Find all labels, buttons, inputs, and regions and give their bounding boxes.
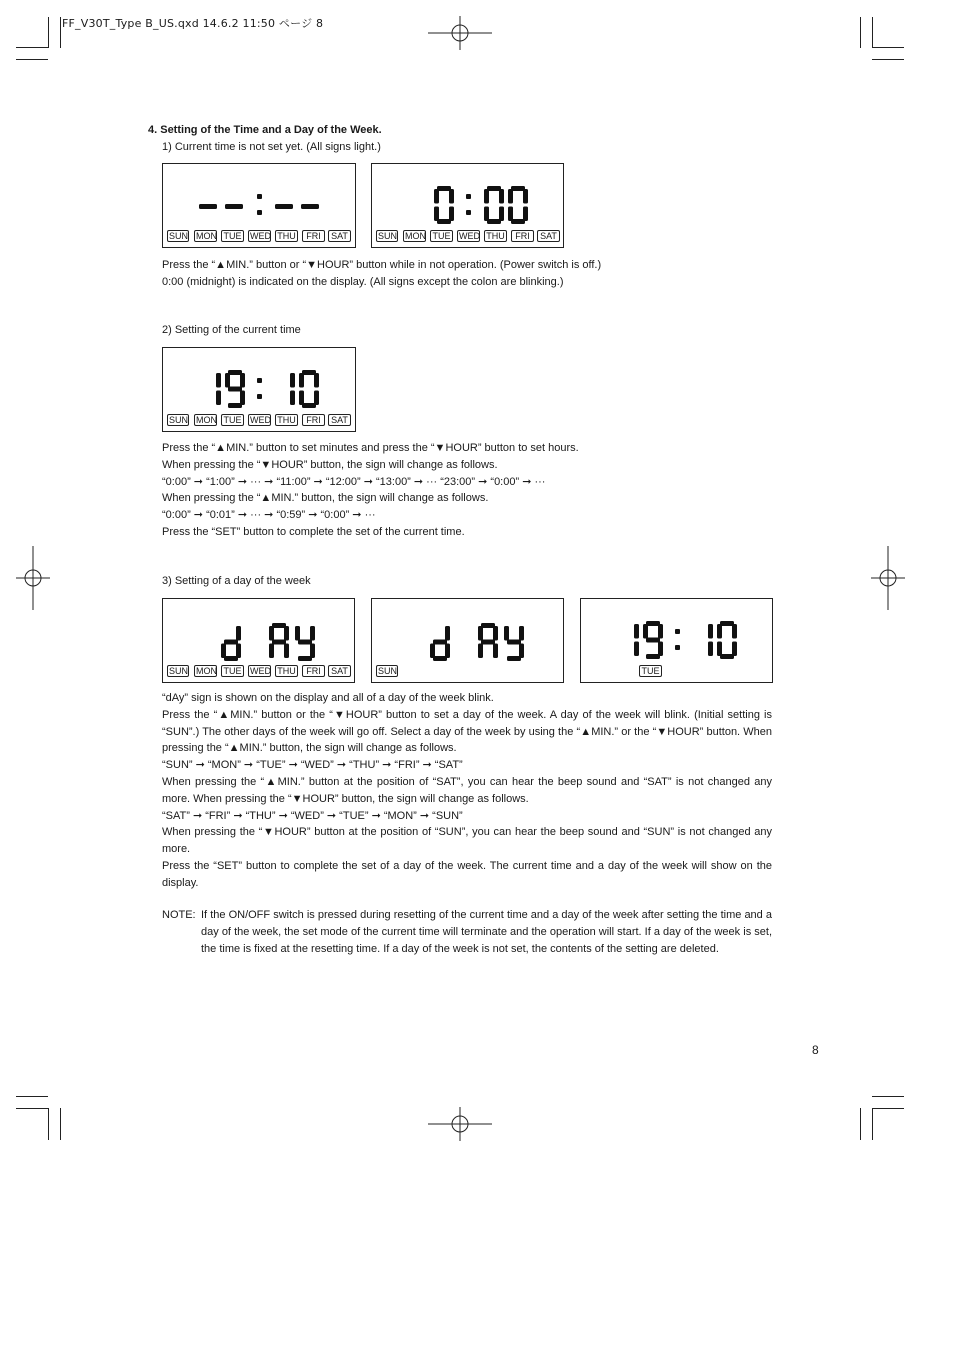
text-line: “0:00” ➞ “0:01” ➞ ··· ➞ “0:59” ➞ “0:00” ➞ ··· bbox=[162, 509, 376, 522]
lcd-segment bbox=[646, 654, 660, 659]
step-1-text bbox=[162, 257, 772, 291]
section-heading: 4. Setting of the Time and a Day of the Week. bbox=[148, 124, 382, 136]
lcd-segment bbox=[643, 624, 648, 639]
lcd-segment bbox=[493, 644, 498, 659]
lcd-segment bbox=[299, 391, 304, 406]
lcd-display-day-sun bbox=[371, 598, 564, 683]
lcd-segment bbox=[478, 626, 483, 641]
lcd-digits bbox=[163, 164, 357, 234]
lcd-segment bbox=[236, 644, 241, 659]
weekday-thu: THU bbox=[275, 414, 298, 426]
lcd-digits bbox=[163, 348, 357, 418]
text-line: When pressing the “▼HOUR” button, the sign will change as follows. bbox=[162, 458, 498, 471]
weekday-mon: MON bbox=[405, 231, 426, 241]
step-1-title: 1) Current time is not set yet. (All signs light.) bbox=[162, 141, 381, 153]
text-line: When pressing the “▲MIN.” button, the sign will change as follows. bbox=[162, 492, 489, 505]
crop-mark bbox=[872, 59, 904, 60]
lcd-segment bbox=[298, 656, 312, 661]
weekday-tue: TUE bbox=[221, 230, 244, 242]
lcd-segment bbox=[430, 644, 435, 659]
lcd-colon bbox=[675, 629, 680, 634]
lcd-segment bbox=[507, 656, 521, 661]
lcd-segment bbox=[449, 207, 454, 222]
lcd-segment bbox=[717, 624, 722, 639]
note-text: If the ON/OFF switch is pressed during resetting of the current time and a day of the week after setting the time and a day of the week, the set mode of the current time will terminate and the operation will start. If a day of the week is set, the time is fixed at the resetting time. If a day of the week is not set, the contents of the setting are deleted. bbox=[201, 909, 772, 955]
lcd-display-time-tue bbox=[580, 598, 773, 683]
weekday-sat: SAT bbox=[328, 230, 351, 242]
weekday-sat: SAT bbox=[328, 665, 351, 677]
weekday-tue: TUE bbox=[430, 230, 453, 242]
lcd-colon bbox=[675, 645, 680, 650]
lcd-segment bbox=[519, 644, 524, 659]
lcd-segment bbox=[634, 642, 639, 657]
text-line: “0:00” ➞ “1:00” ➞ ··· ➞ “11:00” ➞ “12:00” ➞ “13:00” ➞ ··· “23:00” ➞ “0:00” ➞ ··· bbox=[162, 475, 546, 488]
lcd-segment bbox=[717, 642, 722, 657]
lcd-segment bbox=[228, 403, 242, 408]
text-line: 0:00 (midnight) is indicated on the display. (All signs except the colon are blinking.) bbox=[162, 275, 564, 288]
text-paragraph: Press the “SET” button to complete the set of a day of the week. The current time and a day of the week will show on the display. bbox=[162, 859, 772, 889]
lcd-segment bbox=[658, 642, 663, 657]
weekday-fri: FRI bbox=[511, 230, 534, 242]
weekday-wed: WED bbox=[250, 231, 271, 241]
lcd-segment bbox=[290, 373, 295, 388]
lcd-segment bbox=[449, 189, 454, 204]
text-line: Press the “▲MIN.” button to set minutes and press the “▼HOUR” button to set hours. bbox=[162, 442, 579, 454]
lcd-display-dashes bbox=[162, 163, 356, 248]
crop-mark bbox=[48, 1108, 49, 1140]
crop-mark bbox=[872, 17, 873, 48]
lcd-segment bbox=[434, 207, 439, 222]
lcd-segment bbox=[708, 624, 713, 639]
lcd-segment bbox=[240, 391, 245, 406]
crop-mark bbox=[872, 47, 904, 48]
text-line: Press the “▲MIN.” button or “▼HOUR” button while in not operation. (Power switch is off.) bbox=[162, 259, 602, 271]
lcd-segment bbox=[481, 640, 495, 645]
lcd-segment bbox=[523, 189, 528, 204]
weekday-sun: SUN bbox=[169, 415, 189, 425]
lcd-segment bbox=[228, 370, 242, 375]
text-line: “SAT” ➞ “FRI” ➞ “THU” ➞ “WED” ➞ “TUE” ➞ “MON” ➞ “SUN” bbox=[162, 809, 463, 822]
lcd-segment bbox=[224, 640, 238, 645]
lcd-segment bbox=[646, 638, 660, 643]
lcd-segment bbox=[507, 640, 521, 645]
lcd-segment bbox=[511, 219, 525, 224]
lcd-segment bbox=[310, 644, 315, 659]
lcd-segment bbox=[290, 391, 295, 406]
step-2-title: 2) Setting of the current time bbox=[162, 324, 301, 336]
lcd-segment bbox=[437, 219, 451, 224]
note-block bbox=[162, 907, 772, 957]
weekday-mon: MON bbox=[196, 415, 217, 425]
lcd-segment bbox=[499, 207, 504, 222]
weekday-thu: THU bbox=[275, 665, 298, 677]
note-label: NOTE: bbox=[162, 909, 196, 921]
text-paragraph: When pressing the “▲MIN.” button at the position of “SAT”, you can hear the beep sound and “SAT” is not changed any more. When pressing the “▼HOUR” button, the sign will change as follows. bbox=[162, 775, 772, 805]
lcd-segment bbox=[523, 207, 528, 222]
lcd-segment bbox=[228, 387, 242, 392]
crop-mark bbox=[860, 17, 861, 48]
lcd-segment bbox=[299, 373, 304, 388]
weekday-wed: WED bbox=[459, 231, 480, 241]
lcd-segment bbox=[433, 656, 447, 661]
lcd-segment bbox=[508, 189, 513, 204]
lcd-segment bbox=[508, 207, 513, 222]
crop-mark bbox=[16, 1096, 48, 1097]
text-paragraph: When pressing the “▼HOUR” button at the position of “SUN”, you can hear the beep sound and “SUN” is not changed any more. bbox=[162, 826, 772, 856]
lcd-segment bbox=[437, 186, 451, 191]
lcd-segment bbox=[302, 370, 316, 375]
lcd-segment bbox=[484, 189, 489, 204]
weekday-sun: SUN bbox=[169, 231, 189, 241]
lcd-segment bbox=[272, 623, 286, 628]
weekday-sat: SAT bbox=[537, 230, 560, 242]
step-3-text bbox=[162, 690, 772, 892]
lcd-segment bbox=[314, 373, 319, 388]
weekday-fri: FRI bbox=[302, 665, 325, 677]
lcd-colon bbox=[257, 378, 262, 383]
lcd-segment bbox=[445, 644, 450, 659]
lcd-segment bbox=[487, 219, 501, 224]
lcd-segment bbox=[433, 640, 447, 645]
lcd-segment bbox=[302, 403, 316, 408]
lcd-segment bbox=[511, 186, 525, 191]
lcd-segment bbox=[646, 621, 660, 626]
lcd-segment bbox=[225, 373, 230, 388]
lcd-segment bbox=[272, 640, 286, 645]
crop-mark bbox=[872, 1108, 873, 1140]
registration-mark-icon bbox=[428, 16, 492, 50]
lcd-segment bbox=[481, 623, 495, 628]
weekday-sun: SUN bbox=[378, 231, 398, 241]
crop-mark bbox=[48, 17, 49, 48]
weekday-sat: SAT bbox=[328, 414, 351, 426]
weekday-sun: SUN bbox=[378, 666, 398, 676]
text-line: “SUN” ➞ “MON” ➞ “TUE” ➞ “WED” ➞ “THU” ➞ “FRI” ➞ “SAT” bbox=[162, 759, 463, 772]
text-line: “dAy” sign is shown on the display and all of a day of the week blink. bbox=[162, 692, 494, 704]
lcd-segment bbox=[478, 644, 483, 659]
lcd-segment bbox=[216, 391, 221, 406]
lcd-segment bbox=[732, 624, 737, 639]
weekday-mon: MON bbox=[196, 666, 217, 676]
step-2-text bbox=[162, 440, 772, 541]
lcd-segment bbox=[269, 644, 274, 659]
weekday-tue: TUE bbox=[639, 665, 662, 677]
weekday-tue: TUE bbox=[221, 414, 244, 426]
print-slug: FF_V30T_Type B_US.qxd 14.6.2 11:50 ページ 8 bbox=[62, 17, 324, 30]
weekday-sun: SUN bbox=[169, 666, 189, 676]
registration-mark-icon bbox=[428, 1107, 492, 1141]
crop-mark bbox=[16, 59, 48, 60]
weekday-fri: FRI bbox=[302, 230, 325, 242]
weekday-tue: TUE bbox=[221, 665, 244, 677]
lcd-segment bbox=[236, 626, 241, 641]
lcd-segment bbox=[634, 624, 639, 639]
lcd-segment bbox=[314, 391, 319, 406]
lcd-segment bbox=[658, 624, 663, 639]
lcd-colon bbox=[466, 210, 471, 215]
weekday-fri: FRI bbox=[302, 414, 325, 426]
text-line: Press the “SET” button to complete the set of the current time. bbox=[162, 525, 465, 538]
crop-mark bbox=[860, 1108, 861, 1140]
crop-mark bbox=[60, 1108, 61, 1140]
lcd-segment bbox=[519, 626, 524, 641]
lcd-segment bbox=[732, 642, 737, 657]
lcd-segment bbox=[487, 186, 501, 191]
lcd-segment bbox=[310, 626, 315, 641]
lcd-digits bbox=[581, 599, 774, 669]
weekday-mon: MON bbox=[196, 231, 217, 241]
lcd-segment bbox=[504, 626, 509, 641]
lcd-segment bbox=[434, 189, 439, 204]
lcd-segment bbox=[499, 189, 504, 204]
lcd-segment bbox=[224, 656, 238, 661]
lcd-segment bbox=[484, 207, 489, 222]
lcd-segment bbox=[284, 626, 289, 641]
lcd-digits bbox=[372, 599, 565, 669]
lcd-segment bbox=[284, 644, 289, 659]
crop-mark bbox=[60, 17, 61, 48]
crop-mark bbox=[16, 1108, 48, 1109]
lcd-segment bbox=[269, 626, 274, 641]
weekday-wed: WED bbox=[250, 415, 271, 425]
registration-mark-icon bbox=[16, 546, 50, 610]
lcd-segment bbox=[708, 642, 713, 657]
lcd-segment bbox=[445, 626, 450, 641]
crop-mark bbox=[872, 1096, 904, 1097]
lcd-segment bbox=[298, 640, 312, 645]
lcd-segment bbox=[216, 373, 221, 388]
weekday-thu: THU bbox=[484, 230, 507, 242]
crop-mark bbox=[872, 1108, 904, 1109]
weekday-thu: THU bbox=[275, 230, 298, 242]
page-number: 8 bbox=[812, 1043, 819, 1057]
lcd-segment bbox=[295, 626, 300, 641]
lcd-colon bbox=[466, 194, 471, 199]
lcd-segment bbox=[720, 654, 734, 659]
crop-mark bbox=[16, 47, 48, 48]
text-paragraph: Press the “▲MIN.” button or the “▼HOUR” button to set a day of the week. A day of the week will blink. (Initial setting is “SUN”.) The other days of the week will go off. Select a day of the week by using the “▲MIN.” or the “▼HOUR” button. When pressing the “▲MIN.” button, the sign will change as follows. bbox=[162, 708, 772, 755]
lcd-digits bbox=[163, 599, 356, 669]
lcd-colon bbox=[257, 394, 262, 399]
lcd-segment bbox=[720, 621, 734, 626]
lcd-display-zero bbox=[371, 163, 564, 248]
weekday-wed: WED bbox=[250, 666, 271, 676]
lcd-segment bbox=[493, 626, 498, 641]
lcd-display-day-all bbox=[162, 598, 355, 683]
registration-mark-icon bbox=[871, 546, 905, 610]
step-3-title: 3) Setting of a day of the week bbox=[162, 575, 311, 587]
lcd-segment bbox=[240, 373, 245, 388]
lcd-segment bbox=[221, 644, 226, 659]
lcd-digits bbox=[372, 164, 565, 234]
lcd-display-time bbox=[162, 347, 356, 432]
